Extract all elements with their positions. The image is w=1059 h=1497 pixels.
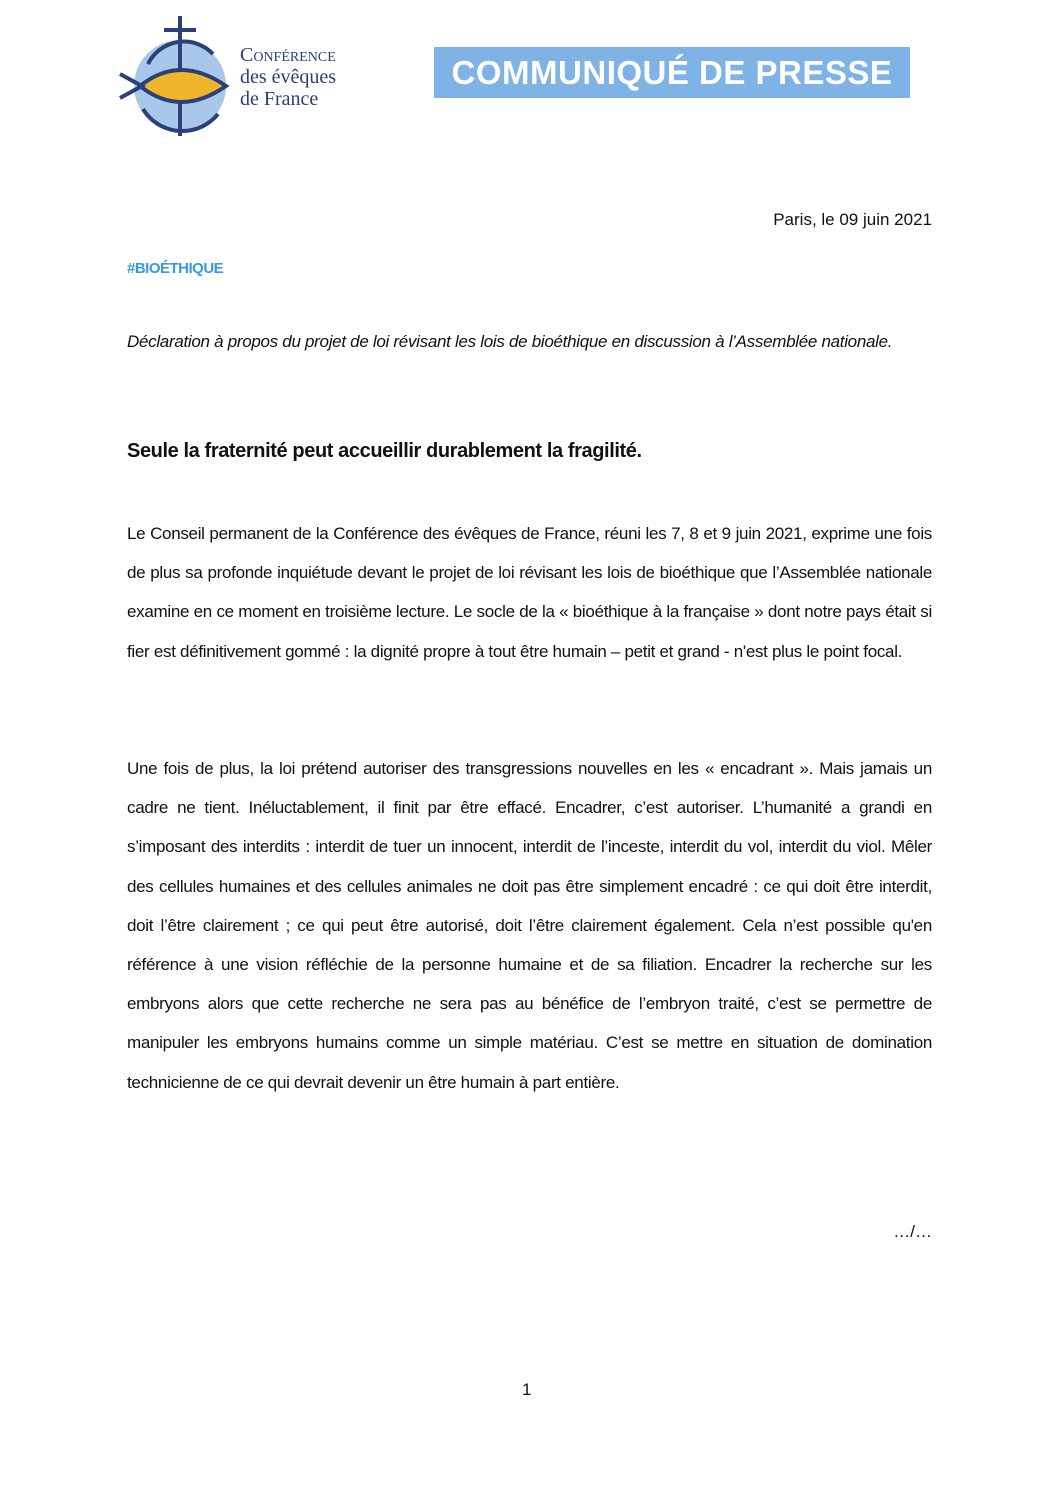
logo-line-1: Conférence	[240, 44, 336, 66]
cross-fish-globe-logo-icon	[118, 14, 238, 138]
intro-statement: Déclaration à propos du projet de loi révisant les lois de bioéthique en discussion à l’Assemblée nationale.	[127, 332, 893, 351]
headline: Seule la fraternité peut accueillir durablement la fragilité.	[127, 440, 642, 462]
press-release-banner: COMMUNIQUÉ DE PRESSE	[434, 47, 910, 98]
logo	[118, 14, 358, 138]
logo-line-3: de France	[240, 88, 319, 110]
document-date: Paris, le 09 juin 2021	[773, 210, 932, 229]
body-paragraph-2: Une fois de plus, la loi prétend autoriser des transgressions nouvelles en les « encadrant ». Mais jamais un cadre ne tient. Inéluctablement, il finit par être effacé. Encadrer, c’est autoriser. L’humanité a grandi en s’imposant des interdits : interdit de tuer un innocent, interdit de l’inceste, interdit du vol, interdit du viol. Mêler des cellules humaines et des cellules animales ne doit pas être simplement encadré : ce qui doit être interdit, doit l’être clairement ; ce qui peut être autorisé, doit l’être clairement également. Cela n’est possible qu'en référence à une vision réfléchie de la personne humaine et de sa filiation. Encadrer la recherche sur les embryons alors que cette recherche ne sera pas au bénéfice de l’embryon traité, c’est se permettre de manipuler les embryons humains comme un simple matériau. C’est se mettre en situation de domination technicienne de ce qui devrait devenir un être humain à part entière.	[127, 759, 932, 1092]
body-paragraph-1: Le Conseil permanent de la Conférence des évêques de France, réuni les 7, 8 et 9 juin 2021, exprime une fois de plus sa profonde inquiétude devant le projet de loi révisant les lois de bioéthique que l’Assemblée nationale examine en ce moment en troisième lecture. Le socle de la « bioéthique à la française » dont notre pays était si fier est définitivement gommé : la dignité propre à tout être humain – petit et grand - n'est plus le point focal.	[127, 524, 932, 661]
continuation-marker: …/…	[893, 1222, 932, 1241]
logo-text	[240, 44, 336, 110]
logo-line-2: des évêques	[240, 66, 337, 88]
page-number: 1	[522, 1380, 532, 1399]
hashtag: #BIOÉTHIQUE	[127, 260, 224, 277]
